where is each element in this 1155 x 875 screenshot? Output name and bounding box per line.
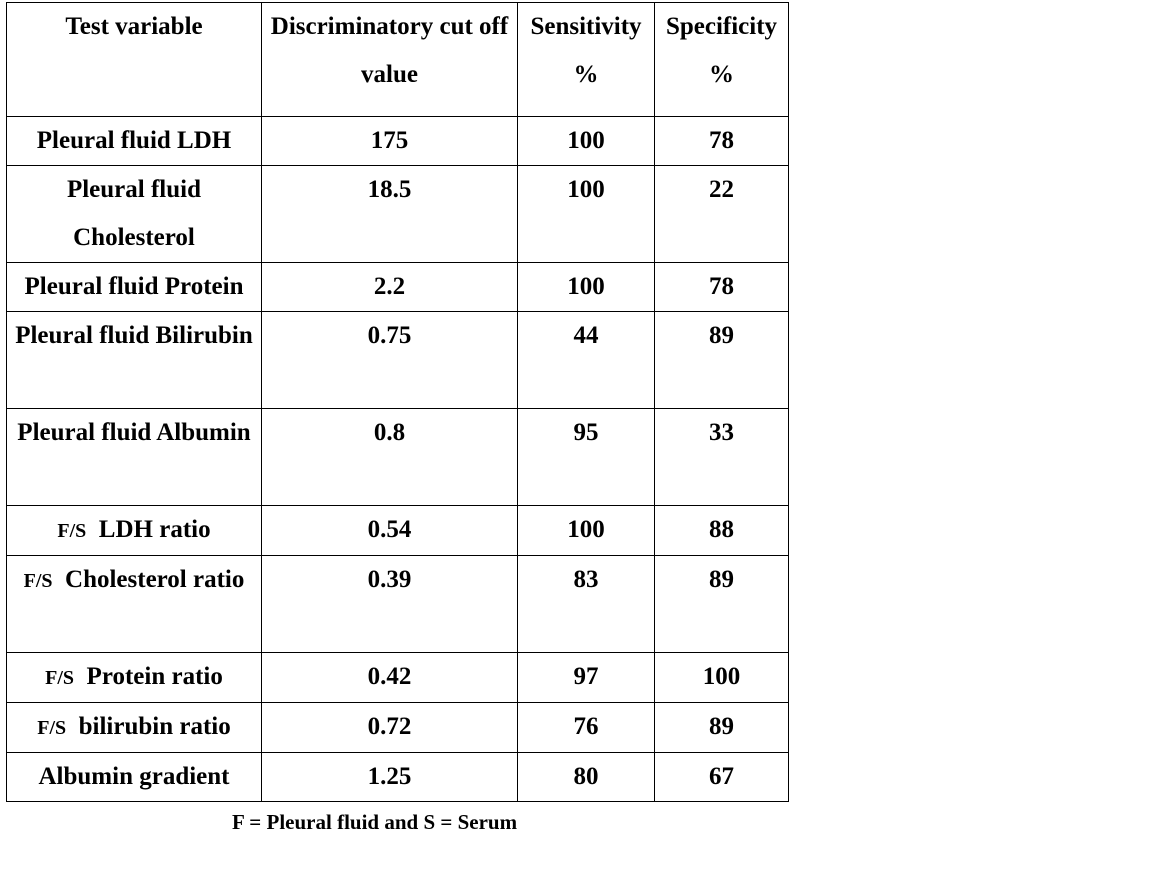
cell-specificity: 100 (655, 653, 789, 703)
test-name: Pleural fluid Albumin (17, 419, 251, 446)
cell-specificity: 89 (655, 556, 789, 653)
cell-cutoff: 2.2 (262, 263, 518, 312)
table-row (7, 166, 789, 263)
cell-sensitivity: 100 (518, 117, 655, 166)
cell-sensitivity: 95 (518, 409, 655, 506)
table-row (7, 117, 789, 166)
cell-test-variable (7, 506, 262, 556)
cell-sensitivity: 100 (518, 506, 655, 556)
table-row (7, 409, 789, 506)
cell-cutoff: 0.54 (262, 506, 518, 556)
table-row (7, 653, 789, 703)
cell-sensitivity: 83 (518, 556, 655, 653)
cell-cutoff: 0.8 (262, 409, 518, 506)
cell-cutoff: 0.75 (262, 312, 518, 409)
ratio-prefix: F/S (45, 667, 75, 689)
table-body (7, 117, 789, 802)
footnote: F = Pleural fluid and S = Serum (232, 810, 518, 834)
cell-test-variable (7, 166, 262, 263)
cell-cutoff: 0.72 (262, 703, 518, 753)
cell-specificity: 89 (655, 312, 789, 409)
header-specificity: Specificity % (655, 3, 789, 117)
header-sensitivity: Sensitivity % (518, 3, 655, 117)
test-name: bilirubin ratio (78, 713, 231, 740)
cell-test-variable (7, 117, 262, 166)
cell-specificity: 89 (655, 703, 789, 753)
cell-test-variable (7, 753, 262, 802)
cell-specificity: 33 (655, 409, 789, 506)
table-row (7, 506, 789, 556)
test-name: Protein ratio (86, 663, 223, 690)
test-name: Pleural fluid LDH (36, 127, 232, 154)
cell-test-variable (7, 312, 262, 409)
cell-cutoff: 18.5 (262, 166, 518, 263)
header-cutoff: Discriminatory cut off value (262, 3, 518, 117)
table-row (7, 263, 789, 312)
ratio-prefix: F/S (37, 717, 67, 739)
cell-specificity: 78 (655, 263, 789, 312)
cell-test-variable (7, 263, 262, 312)
cell-test-variable (7, 703, 262, 753)
cell-sensitivity: 100 (518, 263, 655, 312)
cell-sensitivity: 76 (518, 703, 655, 753)
cell-specificity: 88 (655, 506, 789, 556)
test-name: Pleural fluid Cholesterol (66, 176, 202, 251)
cell-specificity: 78 (655, 117, 789, 166)
cell-specificity: 22 (655, 166, 789, 263)
cell-specificity: 67 (655, 753, 789, 802)
test-name: Pleural fluid Protein (24, 273, 244, 300)
ratio-prefix: F/S (23, 570, 53, 592)
cell-test-variable (7, 653, 262, 703)
cell-cutoff: 175 (262, 117, 518, 166)
cell-test-variable (7, 556, 262, 653)
table-row (7, 703, 789, 753)
ratio-prefix: F/S (57, 520, 87, 542)
cell-sensitivity: 80 (518, 753, 655, 802)
cell-test-variable (7, 409, 262, 506)
cell-sensitivity: 44 (518, 312, 655, 409)
cell-cutoff: 0.42 (262, 653, 518, 703)
table-row (7, 312, 789, 409)
cell-sensitivity: 100 (518, 166, 655, 263)
header-test-variable: Test variable (7, 3, 262, 117)
results-table (6, 2, 789, 802)
test-name: LDH ratio (98, 516, 211, 543)
cell-cutoff: 0.39 (262, 556, 518, 653)
table-row (7, 753, 789, 802)
test-name: Cholesterol ratio (65, 566, 245, 593)
cell-sensitivity: 97 (518, 653, 655, 703)
test-name: Albumin gradient (38, 763, 230, 790)
table-row (7, 556, 789, 653)
test-name: Pleural fluid Bilirubin (15, 322, 253, 349)
header-row (7, 3, 789, 117)
cell-cutoff: 1.25 (262, 753, 518, 802)
